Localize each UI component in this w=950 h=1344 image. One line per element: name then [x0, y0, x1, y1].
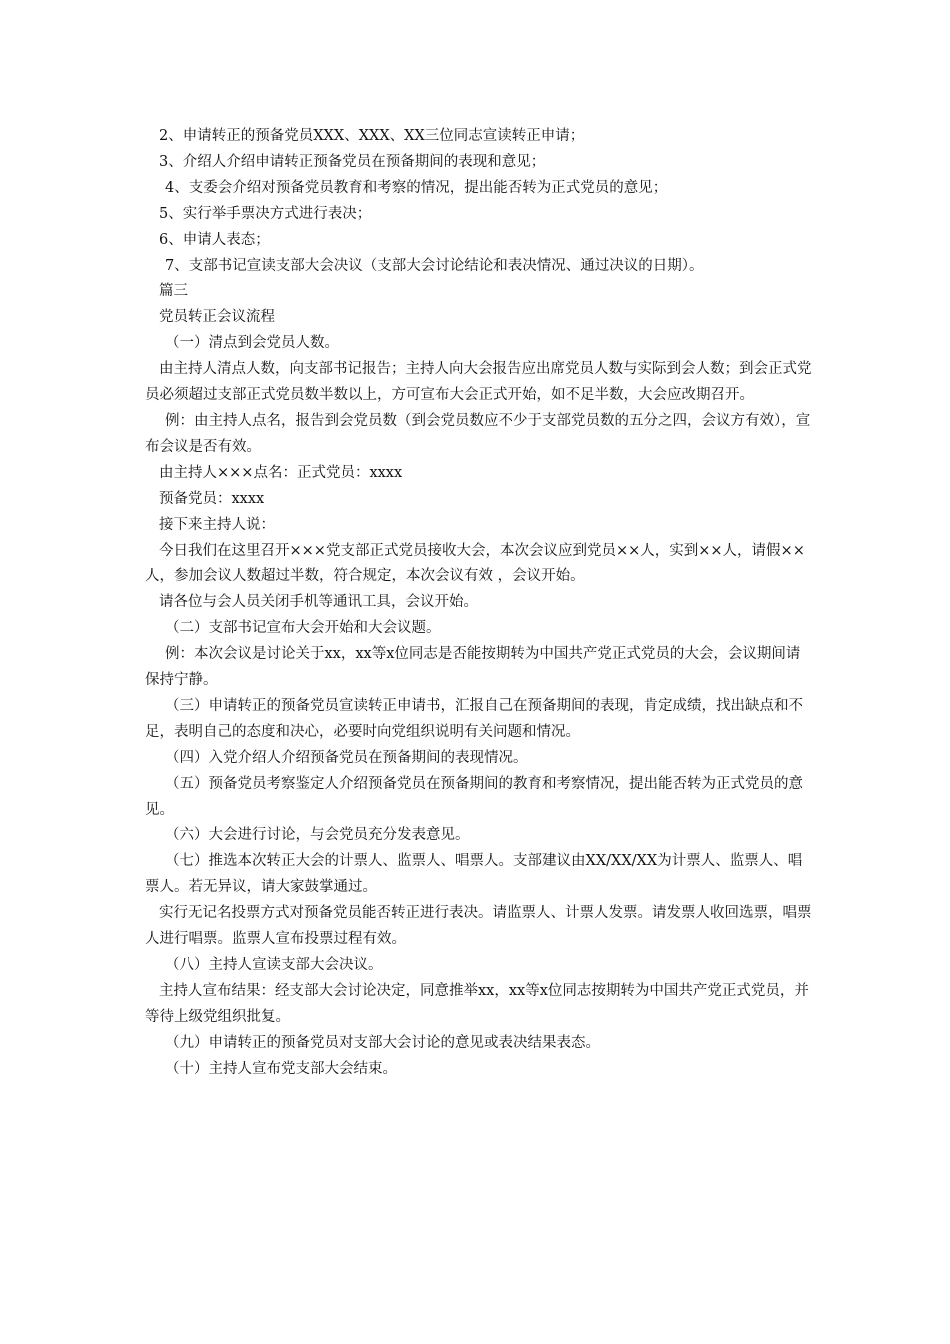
paragraph: （八）主持人宣读支部大会决议。 — [165, 957, 383, 973]
paragraph: （一）清点到会党员人数。 — [165, 335, 339, 352]
paragraph: 由主持人×××点名：正式党员：xxxx — [159, 464, 403, 481]
paragraph: 今日我们在这里召开×××党支部正式党员接收大会，本次会议应到党员××人，实到××人，请假××人，参加会议人数超过半数，符合规定，本次会议有效 ，会议开始。 — [145, 542, 805, 585]
paragraph: 主持人宣布结果：经支部大会讨论决定，同意推举xx，xx等x位同志按期转为中国共产党正式党员，并等待上级党组织批复。 — [145, 982, 809, 1025]
paragraph: 由主持人清点人数，向支部书记报告；主持人向大会报告应出席党员人数与实际到会人数；到会正式党员必须超过支部正式党员数半数以上，方可宣布大会正式开始，如不足半数，大会应改期召开。 — [145, 361, 812, 404]
paragraph: 接下来主持人说： — [159, 516, 275, 533]
paragraph: （二）支部书记宣布大会开始和大会议题。 — [165, 620, 441, 637]
paragraph: 7、支部书记宣读支部大会决议（支部大会讨论结论和表决情况、通过决议的日期）。 — [165, 257, 704, 274]
paragraph: （五）预备党员考察鉴定人介绍预备党员在预备期间的教育和考察情况，提出能否转为正式党员的意见。 — [145, 775, 803, 818]
paragraph: （四）入党介绍人介绍预备党员在预备期间的表现情况。 — [165, 749, 528, 766]
section-heading: 篇三 — [159, 283, 188, 300]
paragraph: （六）大会进行讨论，与会党员充分发表意见。 — [165, 827, 470, 844]
paragraph: 实行无记名投票方式对预备党员能否转正进行表决。请监票人、计票人发票。请发票人收回选票，唱票人进行唱票。监票人宣布投票过程有效。 — [145, 905, 812, 948]
paragraph: （三）申请转正的预备党员宣读转正申请书，汇报自己在预备期间的表现，肯定成绩，找出缺点和不足，表明自己的态度和决心，必要时向党组织说明有关问题和情况。 — [145, 697, 803, 740]
document-body — [145, 124, 813, 1083]
paragraph: 例：本次会议是讨论关于xx，xx等x位同志是否能按期转为中国共产党正式党员的大会，会议期间请保持宁静。 — [145, 646, 801, 689]
paragraph: 例：由主持人点名，报告到会党员数（到会党员数应不少于支部党员数的五分之四，会议方有效），宣布会议是否有效。 — [145, 412, 811, 455]
paragraph: （七）推选本次转正大会的计票人、监票人、唱票人。支部建议由XX/XX/XX为计票人、监票人、唱票人。若无异议，请大家鼓掌通过。 — [145, 853, 803, 896]
paragraph: （十）主持人宣布党支部大会结束。 — [165, 1060, 397, 1077]
paragraph: 3、介绍人介绍申请转正预备党员在预备期间的表现和意见； — [159, 153, 546, 170]
paragraph: 5、实行举手票决方式进行表决； — [159, 205, 372, 222]
paragraph: 6、申请人表态； — [159, 231, 270, 248]
paragraph: 2、申请转正的预备党员XXX、XXX、XX三位同志宣读转正申请； — [159, 128, 585, 144]
paragraph: 4、支委会介绍对预备党员教育和考察的情况，提出能否转为正式党员的意见； — [165, 179, 668, 196]
paragraph: 预备党员：xxxx — [159, 490, 265, 507]
paragraph: （九）申请转正的预备党员对支部大会讨论的意见或表决结果表态。 — [165, 1034, 600, 1051]
section-title: 党员转正会议流程 — [159, 309, 275, 326]
paragraph: 请各位与会人员关闭手机等通讯工具，会议开始。 — [159, 594, 478, 611]
